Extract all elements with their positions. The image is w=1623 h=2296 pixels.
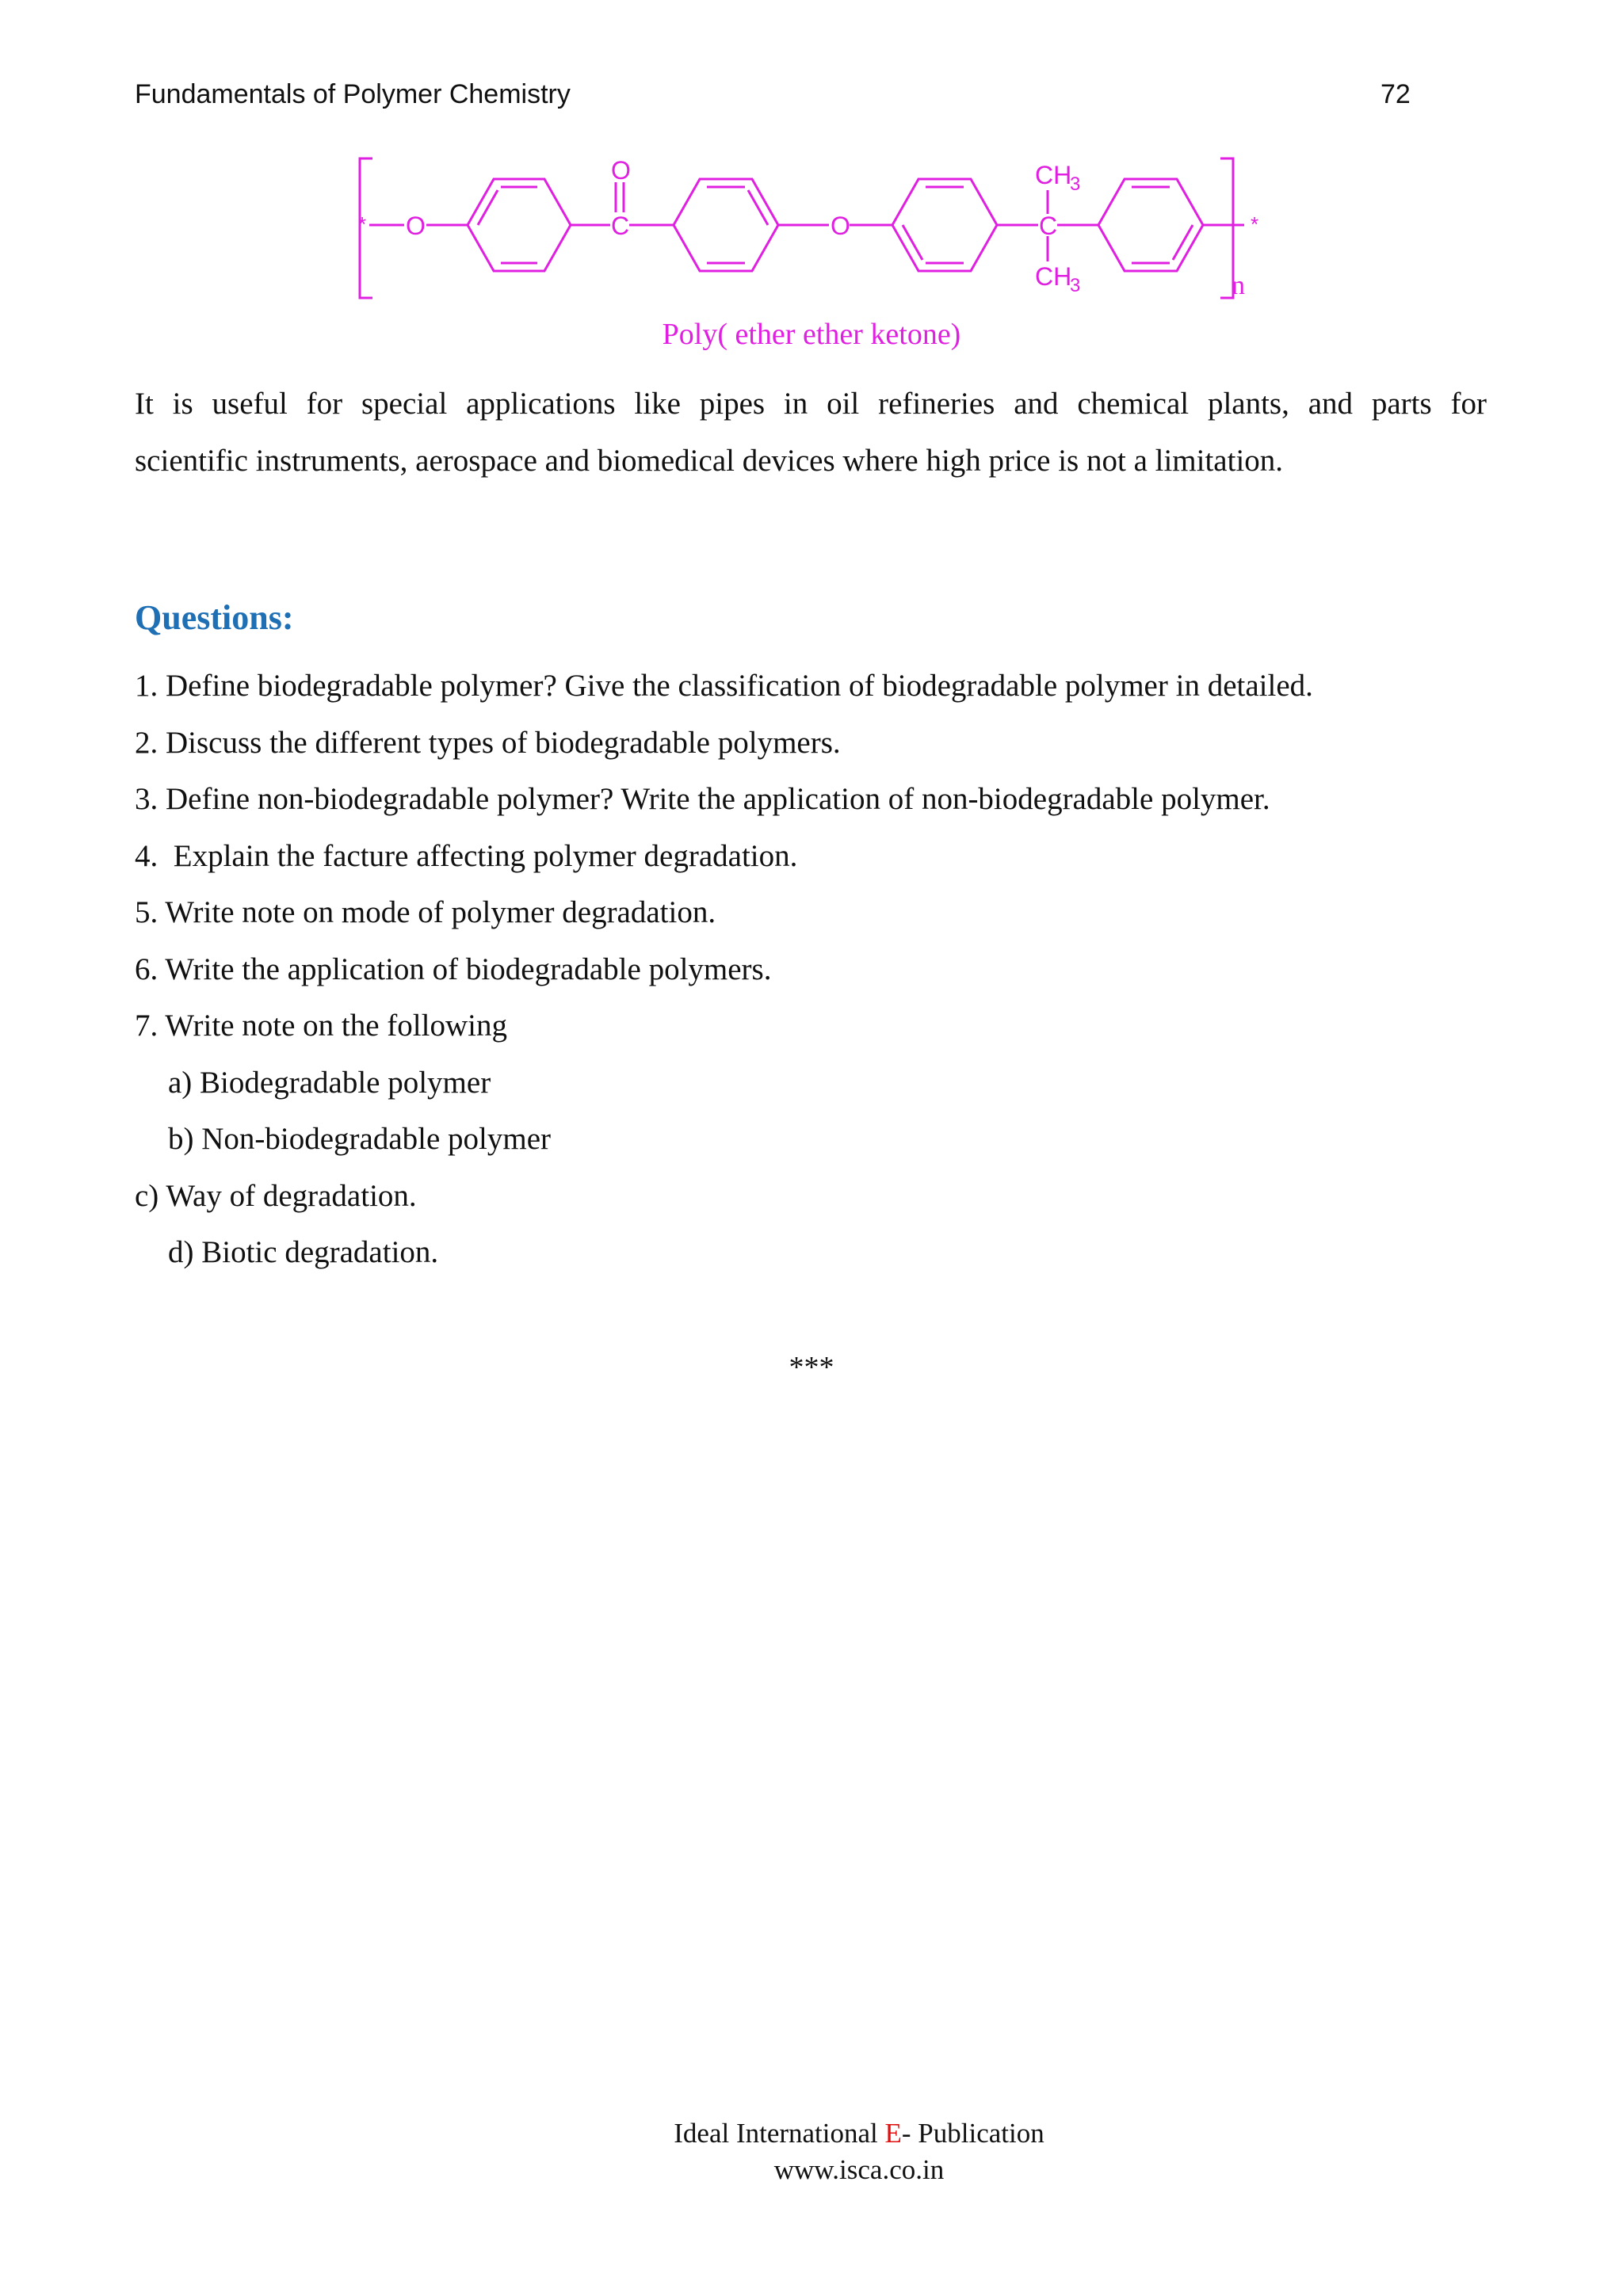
end-mark: *** bbox=[789, 1351, 834, 1384]
question-subitem: d) Biotic degradation. bbox=[168, 1235, 439, 1269]
paragraph-line: It is useful for special applications like pipes in oil refineries and chemical plants, and parts for bbox=[135, 387, 1487, 421]
methyl-top: CH bbox=[1035, 161, 1072, 189]
question-item: 2. Discuss the different types of biodegradable polymers. bbox=[135, 725, 841, 760]
question-item: 3. Define non-biodegradable polymer? Write the application of non-biodegradable polymer. bbox=[135, 782, 1270, 816]
benzene-ring-4 bbox=[1098, 179, 1203, 271]
publisher-prefix: Ideal International bbox=[674, 2118, 885, 2149]
publisher-url: www.isca.co.in bbox=[773, 2154, 945, 2185]
publisher-suffix: - Publication bbox=[901, 2118, 1044, 2149]
publisher-e: E bbox=[884, 2118, 902, 2149]
paragraph-line: scientific instruments, aerospace and biomedical devices where high price is not a limitation. bbox=[135, 444, 1284, 478]
star-right: * bbox=[1251, 212, 1259, 236]
structure-caption: Poly( ether ether ketone) bbox=[662, 318, 961, 351]
questions-list bbox=[135, 658, 1487, 1281]
ether-oxygen-2: O bbox=[831, 212, 850, 240]
question-item: 6. Write the application of biodegradable polymers. bbox=[135, 952, 772, 986]
body-paragraph bbox=[135, 376, 1487, 490]
benzene-ring-3 bbox=[892, 179, 997, 271]
page-footer bbox=[0, 2115, 1623, 2188]
methyl-bottom-subscript: 3 bbox=[1070, 275, 1081, 296]
question-item: 7. Write note on the following bbox=[135, 1009, 507, 1043]
quaternary-carbon: C bbox=[1039, 212, 1058, 240]
page-number: 72 bbox=[1381, 79, 1411, 109]
running-title: Fundamentals of Polymer Chemistry bbox=[135, 79, 571, 109]
ether-oxygen-1: O bbox=[406, 212, 426, 240]
question-item: 1. Define biodegradable polymer? Give the classification of biodegradable polymer in detailed. bbox=[135, 669, 1313, 703]
star-left: * bbox=[358, 212, 367, 236]
carbonyl-oxygen: O bbox=[611, 156, 631, 185]
peek-structure-diagram bbox=[349, 149, 1284, 307]
question-item: 5. Write note on mode of polymer degradation. bbox=[135, 895, 716, 929]
methyl-bottom: CH bbox=[1035, 262, 1072, 291]
repeat-subscript-n: n bbox=[1232, 271, 1245, 300]
question-item: 4. Explain the facture affecting polymer degradation. bbox=[135, 838, 798, 873]
carbonyl-carbon: C bbox=[611, 212, 630, 240]
question-subitem: b) Non-biodegradable polymer bbox=[168, 1122, 552, 1156]
question-subitem: a) Biodegradable polymer bbox=[168, 1065, 491, 1100]
methyl-top-subscript: 3 bbox=[1070, 174, 1081, 195]
question-subitem: c) Way of degradation. bbox=[135, 1178, 417, 1213]
benzene-ring-1 bbox=[468, 179, 571, 271]
benzene-ring-2 bbox=[674, 179, 778, 271]
questions-heading: Questions: bbox=[135, 598, 294, 637]
publisher-line bbox=[0, 2115, 1623, 2152]
